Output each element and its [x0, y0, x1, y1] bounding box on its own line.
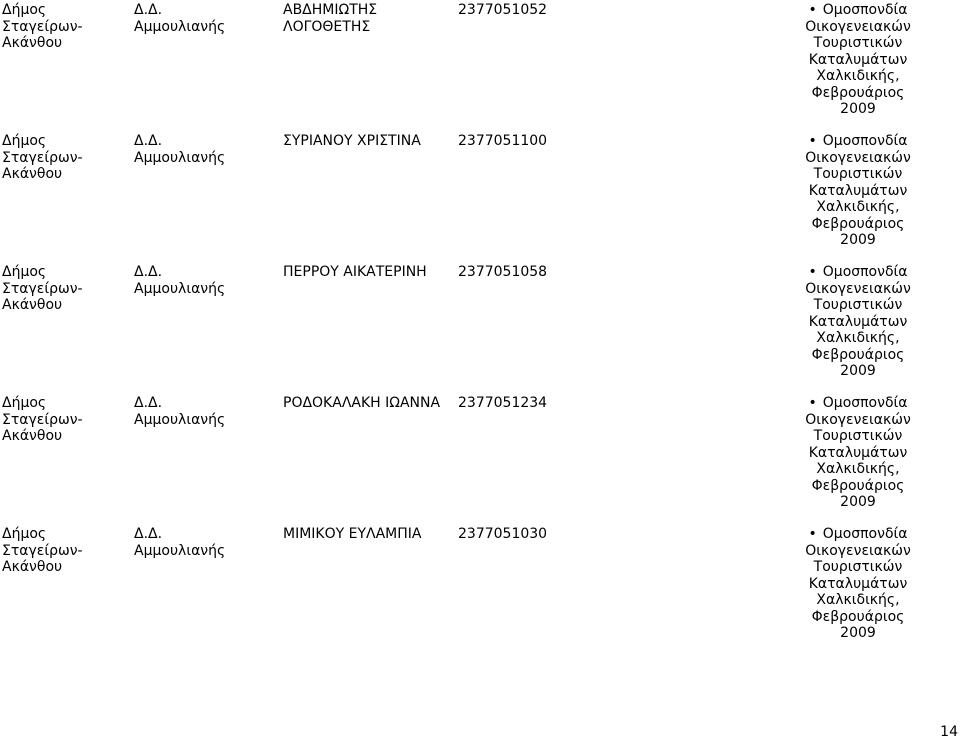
source-cell: [760, 133, 956, 249]
name-cell: ΠΕΡΡΟΥ ΑΙΚΑΤΕΡΙΝΗ: [283, 264, 427, 280]
table-row: [0, 524, 960, 655]
bullet-icon: •: [808, 526, 817, 542]
bullet-icon: •: [808, 2, 817, 18]
source-rest: Οικογενειακών Τουριστικών Καταλυμάτων Χαλκιδικής, Φεβρουάριος 2009: [805, 149, 911, 248]
name-cell: ΜΙΜΙΚΟΥ ΕΥΛΑΜΠΙΑ: [283, 526, 422, 542]
municipality-cell: Δήμος Σταγείρων- Ακάνθου: [2, 264, 83, 313]
phone-cell: 2377051030: [458, 526, 548, 542]
municipality-cell: Δήμος Σταγείρων- Ακάνθου: [2, 395, 83, 444]
table-row: [0, 131, 960, 262]
source-cell: [760, 395, 956, 511]
municipality-cell: Δήμος Σταγείρων- Ακάνθου: [2, 2, 83, 51]
name-cell: ΣΥΡΙΑΝΟΥ ΧΡΙΣΤΙΝΑ: [283, 133, 421, 149]
phone-cell: 2377051100: [458, 133, 548, 149]
department-cell: Δ.Δ. Αμμουλιανής: [134, 133, 226, 166]
source-first-line: Ομοσπονδία: [822, 133, 908, 149]
page-number: 14: [940, 724, 958, 740]
municipality-cell: Δήμος Σταγείρων- Ακάνθου: [2, 133, 83, 182]
source-first-line: Ομοσπονδία: [822, 264, 908, 280]
source-rest: Οικογενειακών Τουριστικών Καταλυμάτων Χαλκιδικής, Φεβρουάριος 2009: [805, 411, 911, 510]
department-cell: Δ.Δ. Αμμουλιανής: [134, 526, 226, 559]
source-first-line: Ομοσπονδία: [822, 2, 908, 18]
table-row: [0, 393, 960, 524]
bullet-icon: •: [808, 395, 817, 411]
department-cell: Δ.Δ. Αμμουλιανής: [134, 395, 226, 428]
department-cell: Δ.Δ. Αμμουλιανής: [134, 2, 226, 35]
table-row: [0, 262, 960, 393]
bullet-icon: •: [808, 264, 817, 280]
source-rest: Οικογενειακών Τουριστικών Καταλυμάτων Χαλκιδικής, Φεβρουάριος 2009: [805, 18, 911, 117]
source-cell: [760, 264, 956, 380]
source-first-line: Ομοσπονδία: [822, 526, 908, 542]
source-cell: [760, 526, 956, 642]
municipality-cell: Δήμος Σταγείρων- Ακάνθου: [2, 526, 83, 575]
phone-cell: 2377051052: [458, 2, 548, 18]
phone-cell: 2377051058: [458, 264, 548, 280]
bullet-icon: •: [808, 133, 817, 149]
table-row: [0, 0, 960, 131]
source-cell: [760, 2, 956, 118]
name-cell: ΑΒΔΗΜΙΩΤΗΣ ΛΟΓΟΘΕΤΗΣ: [283, 2, 378, 35]
name-cell: ΡΟΔΟΚΑΛΑΚΗ ΙΩΑΝΝΑ: [283, 395, 441, 411]
department-cell: Δ.Δ. Αμμουλιανής: [134, 264, 226, 297]
source-rest: Οικογενειακών Τουριστικών Καταλυμάτων Χαλκιδικής, Φεβρουάριος 2009: [805, 280, 911, 379]
source-rest: Οικογενειακών Τουριστικών Καταλυμάτων Χαλκιδικής, Φεβρουάριος 2009: [805, 542, 911, 641]
source-first-line: Ομοσπονδία: [822, 395, 908, 411]
phone-cell: 2377051234: [458, 395, 548, 411]
